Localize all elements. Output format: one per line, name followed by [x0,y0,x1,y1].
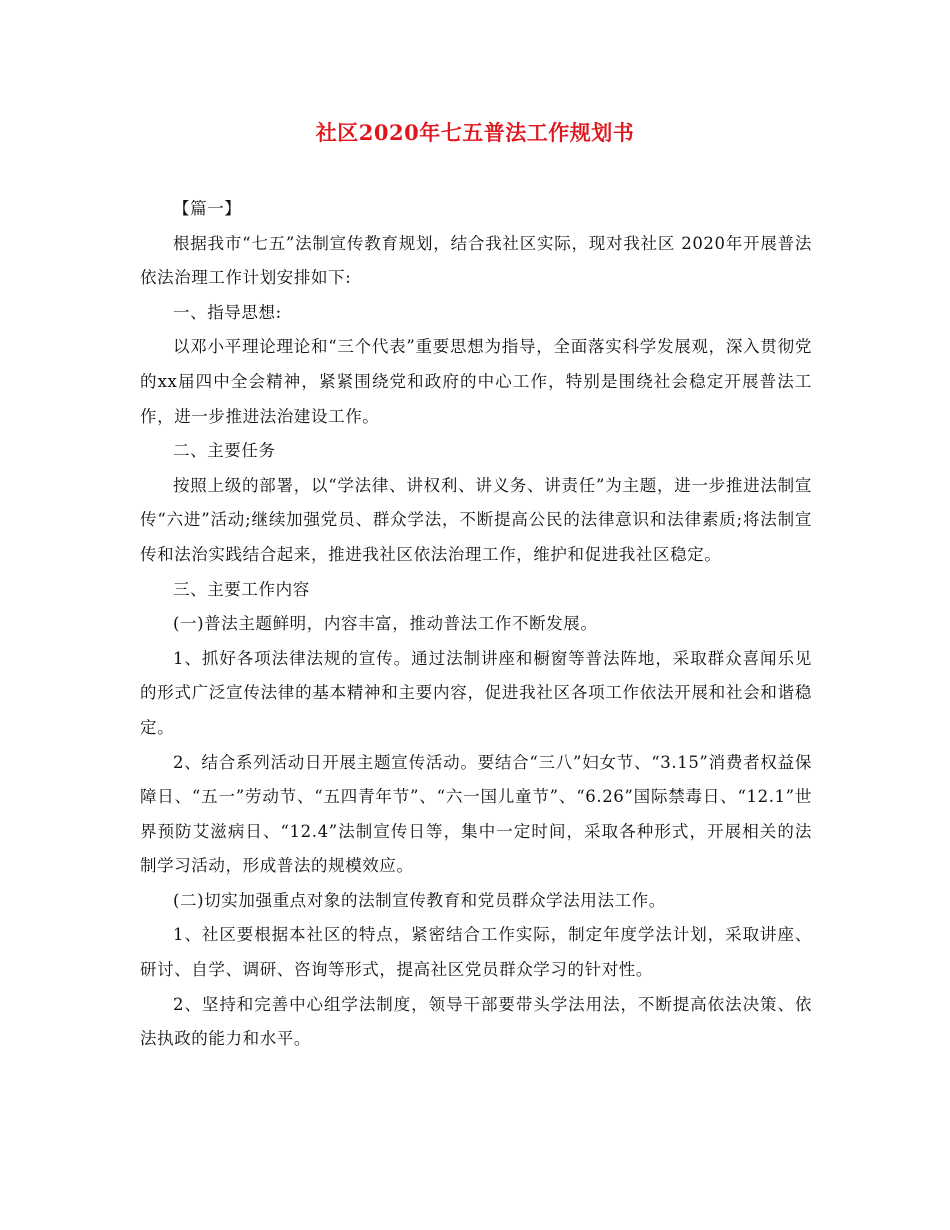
paragraph-item-1-community-plan: 1、社区要根据本社区的特点，紧密结合工作实际，制定年度学法计划，采取讲座、研讨、自学、调研、咨询等形式，提高社区党员群众学习的针对性。 [140,925,812,980]
paragraph-item-2-activity-days: 2、结合系列活动日开展主题宣传活动。要结合“三八”妇女节、“3.15”消费者权益保障日、“五一”劳动节、“五四青年节”、“六一国儿童节”、“6.26”国际禁毒日、“12.1”世界预防艾滋病日、“12.4”法制宣传日等，集中一定时间，采取各种形式，开展相关的法制学习活动，形成普法的规模效应。 [140,752,812,876]
section-heading-pian-yi: 【篇一】 [173,199,242,218]
intro-paragraph: 根据我市“七五”法制宣传教育规划，结合我社区实际，现对我社区 2020年开展普法依法治理工作计划安排如下: [140,233,812,288]
paragraph-guiding-ideology: 以邓小平理论理论和“三个代表”重要思想为指导，全面落实科学发展观，深入贯彻党的xx届四中全会精神，紧紧围绕党和政府的中心工作，特别是围绕社会稳定开展普法工作，进一步推进法治建设工作。 [140,337,812,426]
heading-main-tasks: 二、主要任务 [173,441,276,461]
paragraph-item-2-study-system: 2、坚持和完善中心组学法制度，领导干部要带头学法用法，不断提高依法决策、依法执政的能力和水平。 [140,994,812,1049]
subheading-theme-content: (一)普法主题鲜明，内容丰富，推动普法工作不断发展。 [173,614,598,634]
document-body [140,192,812,1057]
document-title: 社区2020年七五普法工作规划书 [315,120,635,145]
paragraph-item-1-publicity: 1、抓好各项法律法规的宣传。通过法制讲座和橱窗等普法阵地，采取群众喜闻乐见的形式广泛宣传法律的基本精神和主要内容，促进我社区各项工作依法开展和社会和谐稳定。 [140,648,812,737]
heading-guiding-ideology: 一、指导思想: [173,302,282,322]
heading-main-work-content: 三、主要工作内容 [173,579,310,599]
subheading-key-targets: (二)切实加强重点对象的法制宣传教育和党员群众学法用法工作。 [173,890,666,910]
paragraph-main-tasks: 按照上级的部署，以“学法律、讲权利、讲义务、讲责任”为主题，进一步推进法制宣传“六进”活动;继续加强党员、群众学法，不断提高公民的法律意识和法律素质;将法制宣传和法治实践结合起来，推进我社区依法治理工作，维护和促进我社区稳定。 [140,475,812,564]
